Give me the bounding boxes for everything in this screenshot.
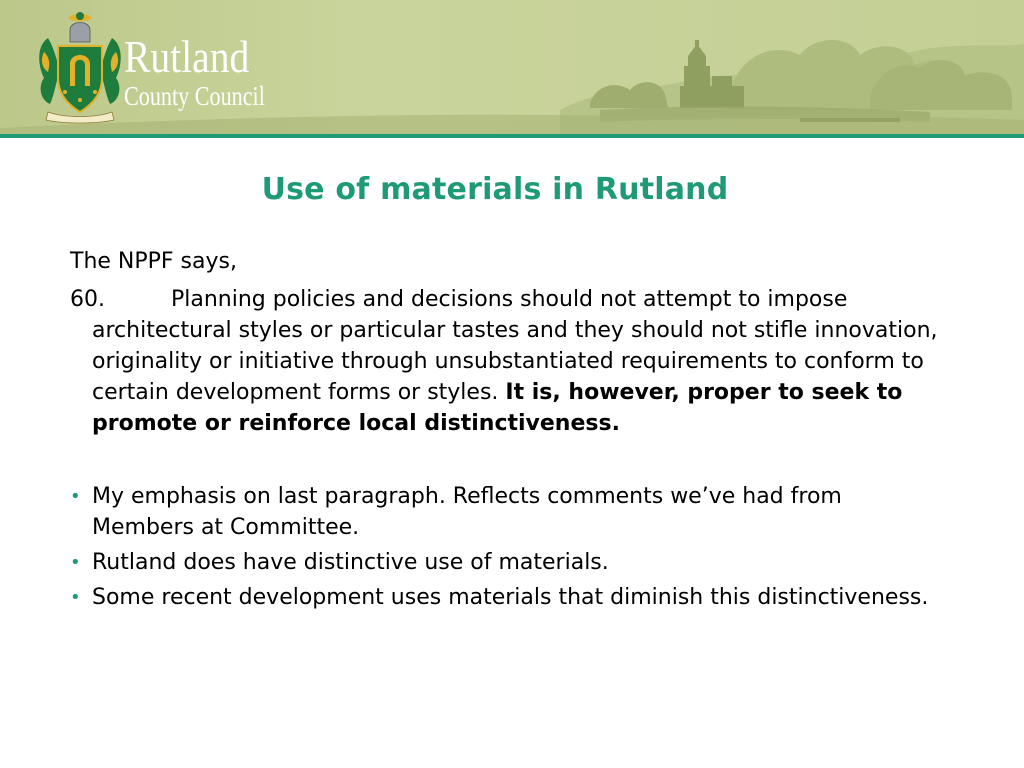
list-item: [70, 582, 950, 613]
header-divider: [0, 134, 1024, 138]
bullet-text: Rutland does have distinctive use of materials.: [92, 550, 609, 575]
bullet-list: [70, 481, 950, 613]
slide-title: Use of materials in Rutland: [261, 172, 729, 207]
bullet-icon: •: [70, 486, 81, 507]
slide-body: [70, 246, 950, 617]
header-banner: [0, 0, 1024, 134]
quote-text: Planning policies and decisions should not attempt to impose architectural styles or particular tastes and they should not stifle innovation, originality or initiative through unsubstantiated requirements to conform to certain development forms or styles.: [92, 287, 938, 405]
list-item: [70, 481, 950, 543]
intro-text: The NPPF says,: [70, 249, 237, 274]
bullet-icon: •: [70, 552, 81, 573]
nppf-quote: [70, 284, 950, 439]
council-crest-icon: [34, 8, 126, 126]
brand-wordmark: [124, 31, 296, 111]
org-name: Rutland: [124, 31, 250, 82]
quote-bold-text: It is, however, proper to seek to promote or reinforce local distinctiveness.: [92, 380, 903, 436]
org-subtitle: County Council: [124, 81, 265, 111]
bullet-text: My emphasis on last paragraph. Reflects comments we’ve had from Members at Committee.: [92, 484, 842, 540]
bullet-icon: •: [70, 587, 81, 608]
paragraph-number: 60.: [70, 287, 105, 312]
list-item: [70, 547, 950, 578]
bullet-text: Some recent development uses materials that diminish this distinctiveness.: [92, 585, 929, 610]
